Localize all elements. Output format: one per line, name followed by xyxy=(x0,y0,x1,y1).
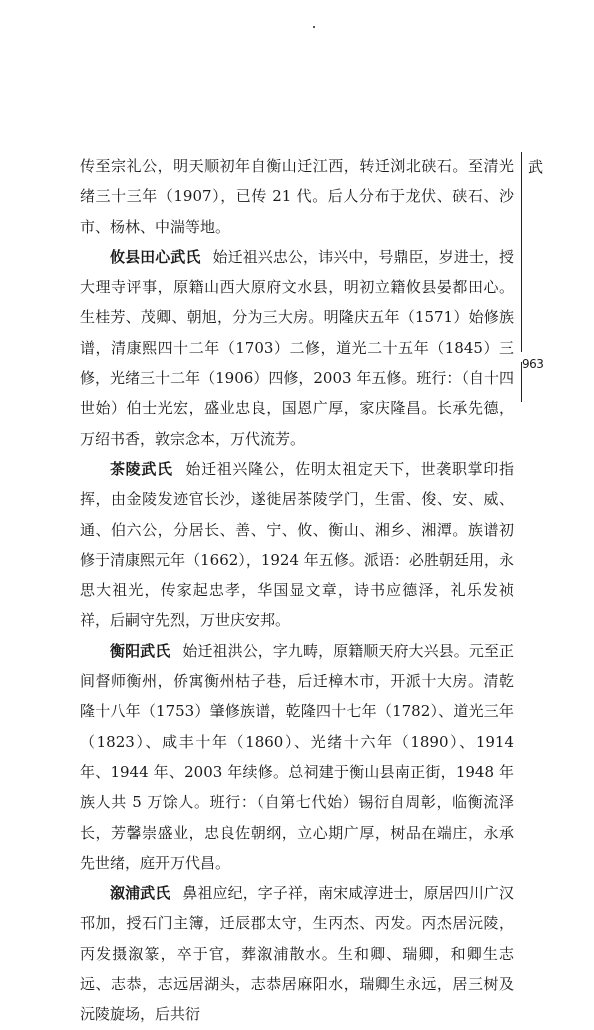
paragraph-hengyang-wu xyxy=(80,636,514,878)
paragraph-xupu-wu xyxy=(80,878,514,1029)
clan-name: 茶陵武氏 xyxy=(110,459,173,478)
section-character: 武 xyxy=(528,158,544,176)
paragraph-youxian-tianxin-wu xyxy=(80,242,514,454)
paragraph-text: 鼻祖应纪，字子祥，南宋咸淳进士，原居四川广汉邗加，授石门主簿，迁辰郡太守，生丙杰、丙发。丙杰居沅陵，丙发摄溆篆，卒于官，葬溆浦散水。生和卿、瑞卿，和卿生志远、志恭，志远居湖头，志恭居麻阳水，瑞卿生永远，居三树及沅陵旋场，后共衍 xyxy=(80,884,514,1024)
paragraph-text: 始迁祖兴忠公，讳兴中，号鼎臣，岁进士，授大理寺评事，原籍山西大原府文水县，明初立籍攸县晏都田心。生桂芳、茂卿、朝旭，分为三大房。明隆庆五年（1571）始修族谱，清康熙四十二年（1703）二修，道光二十五年（1845）三修，光绪三十二年（1906）四修，2003 年五修。班行：（自十四世始）伯士光宏，盛业忠良，国恩广厚，家庆隆昌。长承先德，万绍书香，敦宗念本，万代流芳。 xyxy=(80,247,514,448)
clan-name: 攸县田心武氏 xyxy=(110,247,201,266)
scan-dot xyxy=(313,26,315,28)
margin-rule xyxy=(521,152,522,352)
page-body xyxy=(80,151,514,1030)
clan-name: 溆浦武氏 xyxy=(110,884,171,903)
paragraph-continuation xyxy=(80,151,514,242)
paragraph-chaling-wu xyxy=(80,454,514,636)
paragraph-text: 始迁祖兴隆公，佐明太祖定天下，世袭职掌印指挥，由金陵发迹官长沙，遂徙居茶陵学门，生雷、俊、安、威、通、伯六公，分居长、善、宁、攸、衡山、湘乡、湘潭。族谱初修于清康熙元年（1662），1924 年五修。派语：必胜朝廷用，永思大祖光，传家起忠孝，华国显文章，诗书应德泽，礼乐发祯祥，后嗣守先烈，万世庆安邦。 xyxy=(80,459,514,630)
clan-name: 衡阳武氏 xyxy=(110,641,171,660)
page-number: 963 xyxy=(522,357,544,371)
paragraph-text: 传至宗礼公，明天顺初年自衡山迁江西，转迁浏北硖石。至清光绪三十三年（1907），已传 21 代。后人分布于龙伏、硖石、沙市、杨林、中湍等地。 xyxy=(80,157,514,236)
paragraph-text: 始迁祖洪公，字九畴，原籍顺天府大兴县。元至正间督师衡州，侨寓衡州枯子巷，后迁樟木市，开派十大房。清乾隆十八年（1753）肇修族谱，乾隆四十七年（1782）、道光三年（1823）、咸丰十年（1860）、光绪十六年（1890）、1914 年、1944 年、2003 年续修。总祠建于衡山县南正街，1948 年族人共 5 万馀人。班行：（自第七代始）锡衍自周彰，临衡流泽长，芳馨崇盛业，忠良佐朝纲，立心期广厚，树品在端庄，永承先世绪，庭开万代昌。 xyxy=(80,641,514,872)
